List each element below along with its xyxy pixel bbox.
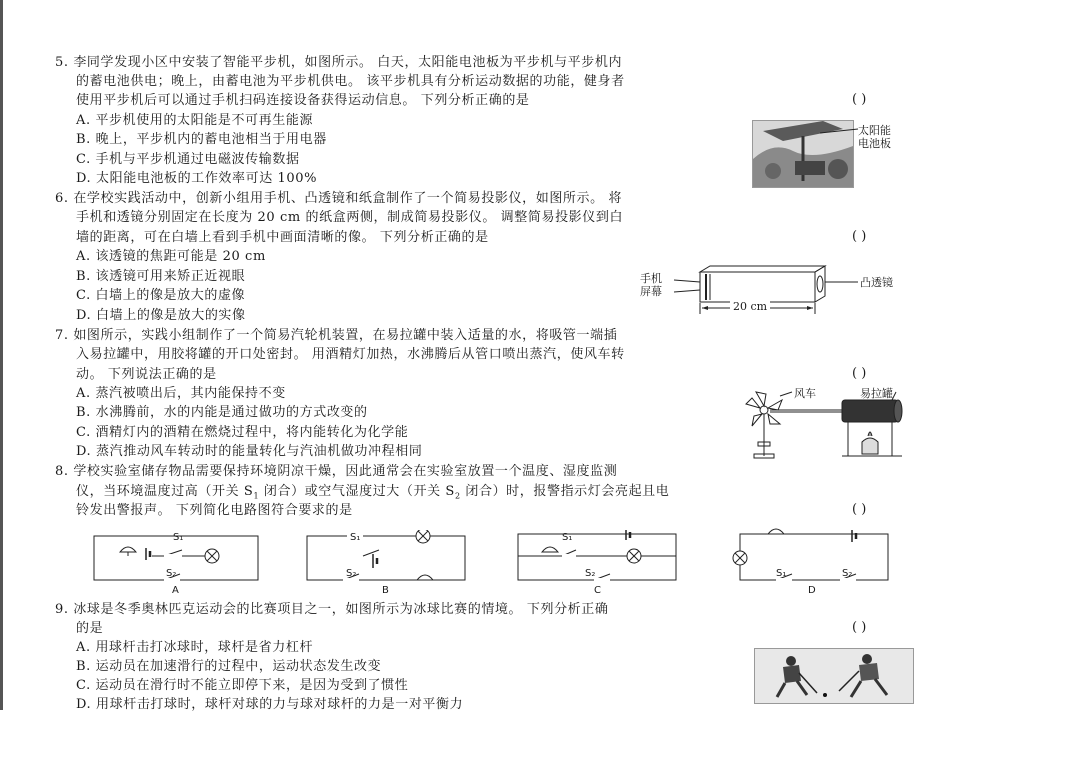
q8-stem-line1: 8. 学校实验室储存物品需要保持环境阴凉干燥，因此通常会在实验室放置一个温度、湿度监测 — [55, 464, 618, 479]
q5-answer-paren: ( ) — [852, 92, 867, 107]
circuit-b-s1-label: S₁ — [350, 532, 361, 543]
circuit-d-diagram — [726, 520, 892, 586]
q7-stem-line3: 动。 下列说法正确的是 — [76, 367, 217, 382]
circuit-b-s2-label: S₂ — [346, 568, 357, 579]
circuit-b-label: B — [382, 585, 389, 596]
q9-option-d: D. 用球杆击打球时，球杆对球的力与球对球杆的力是一对平衡力 — [76, 697, 464, 712]
q5-stem-line2: 的蓄电池供电；晚上，由蓄电池为平步机供电。 该平步机具有分析运动数据的功能，健身者 — [76, 74, 625, 89]
q9-option-c: C. 运动员在滑行时不能立即停下来，是因为受到了惯性 — [76, 678, 409, 693]
q6-answer-paren: ( ) — [852, 229, 867, 244]
circuit-c-diagram — [514, 526, 680, 586]
q9-option-b: B. 运动员在加速滑行的过程中，运动状态发生改变 — [76, 659, 382, 674]
q7-stem-line1: 7. 如图所示，实践小组制作了一个简易汽轮机装置，在易拉罐中装入适量的水，将吸管一端插 — [55, 328, 618, 343]
q9-stem-line2: 的是 — [76, 621, 104, 636]
circuit-a-s2-label: S₂ — [166, 568, 177, 579]
q7-turbine-diagram — [742, 384, 922, 460]
q6-option-d: D. 白墙上的像是放大的实像 — [76, 308, 246, 323]
circuit-b-diagram — [303, 530, 469, 586]
page-left-border — [0, 0, 3, 710]
q6-stem-line3: 墙的距离，可在白墙上看到手机中画面清晰的像。 下列分析正确的是 — [76, 230, 489, 245]
q7-fig-fan-label: 风车 — [794, 387, 816, 400]
circuit-a-label: A — [172, 585, 179, 596]
q8-answer-paren: ( ) — [852, 502, 867, 517]
q6-option-a: A. 该透镜的焦距可能是 20 cm — [76, 249, 266, 264]
q6-fig-phone-label-2: 屏幕 — [640, 285, 662, 298]
q6-option-c: C. 白墙上的像是放大的虚像 — [76, 288, 246, 303]
q5-option-c: C. 手机与平步机通过电磁波传输数据 — [76, 152, 300, 167]
q6-option-b: B. 该透镜可用来矫正近视眼 — [76, 269, 246, 284]
q8-stem-line2: 仪，当环境温度过高（开关 $S_1$ 闭合）或空气湿度过大（开关 $S_2$ 闭合）时，报警指示灯会亮起且电 — [76, 484, 670, 501]
q7-option-b: B. 水沸腾前，水的内能是通过做功的方式改变的 — [76, 405, 368, 420]
q7-stem-line2: 入易拉罐中，用胶将罐的开口处密封。 用酒精灯加热，水沸腾后从管口喷出蒸汽，使风车转 — [76, 347, 625, 362]
q5-option-d: D. 太阳能电池板的工作效率可达 100% — [76, 171, 318, 186]
q9-option-a: A. 用球杆击打冰球时，球杆是省力杠杆 — [76, 640, 314, 655]
circuit-a-s1-label: S₁ — [173, 532, 184, 543]
q7-option-c: C. 酒精灯内的酒精在燃烧过程中，将内能转化为化学能 — [76, 425, 409, 440]
q7-option-a: A. 蒸汽被喷出后，其内能保持不变 — [76, 386, 286, 401]
q9-stem-line1: 9. 冰球是冬季奥林匹克运动会的比赛项目之一，如图所示为冰球比赛的情境。 下列分析正确 — [55, 602, 609, 617]
q7-option-d: D. 蒸汽推动风车转动时的能量转化与汽油机做功冲程相同 — [76, 444, 423, 459]
q5-option-a: A. 平步机使用的太阳能是不可再生能源 — [76, 113, 314, 128]
q6-fig-phone-label-1: 手机 — [640, 272, 662, 285]
q7-fig-can-label: 易拉罐 — [860, 387, 893, 400]
circuit-d-s1-label: S₁ — [776, 568, 787, 579]
q5-stem-line3: 使用平步机后可以通过手机扫码连接设备获得运动信息。 下列分析正确的是 — [76, 93, 530, 108]
circuit-c-s2-label: S₂ — [585, 568, 596, 579]
q9-hockey-photo — [754, 648, 914, 704]
circuit-d-label: D — [808, 585, 816, 596]
circuit-c-s1-label: S₁ — [562, 532, 573, 543]
q5-fig-label-2: 电池板 — [858, 137, 891, 150]
q5-fig-pointer — [820, 125, 860, 137]
q5-stem-line1: 5. 李同学发现小区中安装了智能平步机，如图所示。 白天，太阳能电池板为平步机与平步机内 — [55, 55, 623, 70]
q6-stem-line2: 手机和透镜分别固定在长度为 20 cm 的纸盒两侧，制成简易投影仪。 调整简易投影仪到白 — [76, 210, 624, 225]
q5-fig-label-1: 太阳能 — [858, 124, 891, 137]
q6-fig-lens-label: 凸透镜 — [860, 276, 893, 289]
q6-fig-length-label: 20 cm — [730, 300, 770, 313]
circuit-d-s2-label: S₂ — [842, 568, 853, 579]
circuit-c-label: C — [594, 585, 601, 596]
q6-stem-line1: 6. 在学校实践活动中，创新小组用手机、凸透镜和纸盒制作了一个简易投影仪，如图所示。 将 — [55, 191, 623, 206]
q7-answer-paren: ( ) — [852, 366, 867, 381]
q5-option-b: B. 晚上，平步机内的蓄电池相当于用电器 — [76, 132, 327, 147]
q8-stem-line3: 铃发出警报声。 下列简化电路图符合要求的是 — [76, 503, 353, 518]
q9-answer-paren: ( ) — [852, 620, 867, 635]
